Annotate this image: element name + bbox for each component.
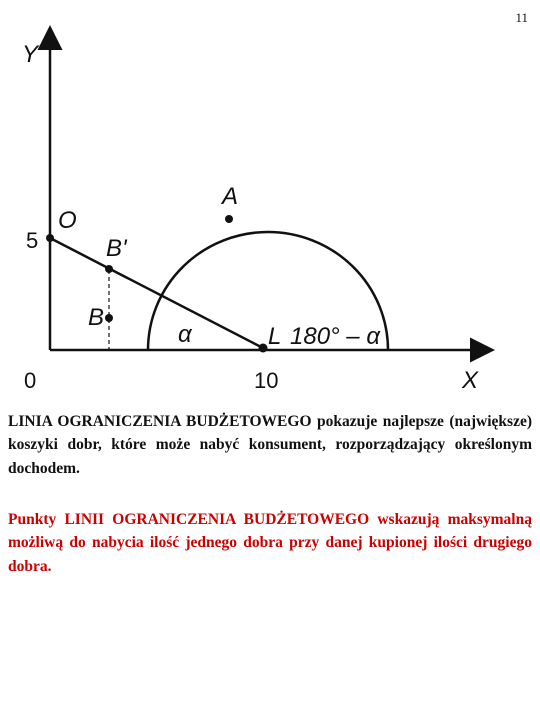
x-axis-label: X — [462, 367, 479, 394]
budget-line — [50, 238, 263, 348]
point-B — [105, 314, 113, 322]
point-B-prime — [105, 265, 113, 273]
page-number: 11 — [515, 10, 528, 25]
angle-alpha-label: α — [178, 321, 192, 348]
point-B-label: B — [88, 304, 105, 331]
y-axis-label: Y — [22, 41, 39, 68]
point-L — [259, 344, 268, 353]
point-B-prime-label: B' — [106, 235, 127, 262]
highlight-paragraph: Punkty LINII OGRANICZENIA BUDŻETOWEGO wskazują maksymalną możliwą do nabycia ilość jednego dobra przy danej kupionej ilości drugiego dobra. — [8, 511, 532, 575]
angle-supplement-label: 180° – α — [290, 323, 381, 350]
point-A — [225, 215, 233, 223]
y-intercept-label: 5 — [26, 228, 39, 253]
origin-label: 0 — [24, 368, 37, 393]
definition-paragraph: LINIA OGRANICZENIA BUDŻETOWEGO pokazuje najlepsze (największe) koszyki dobr, które może nabyć konsument, rozporządzający określonym dochodem. — [8, 413, 532, 477]
point-L-label: L — [268, 323, 282, 350]
point-O — [46, 234, 54, 242]
x-intercept-label: 10 — [254, 368, 279, 393]
point-A-label: A — [222, 183, 239, 210]
point-O-label: O — [58, 207, 77, 234]
